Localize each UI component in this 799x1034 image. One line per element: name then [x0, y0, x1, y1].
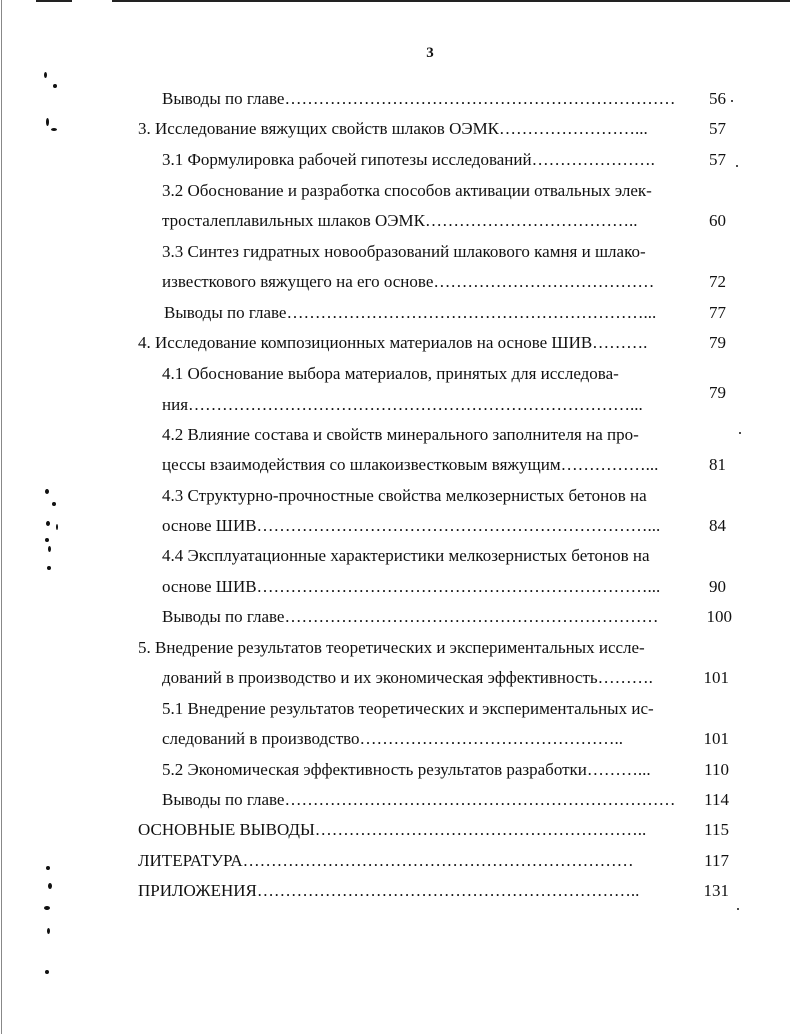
scan-speck	[46, 521, 50, 526]
toc-entry-text: Выводы по главе……………………………………………………………	[162, 89, 676, 108]
toc-page-number: 115	[704, 820, 729, 839]
scan-speck	[53, 84, 57, 88]
toc-entry-text: цессы взаимодействия со шлакоизвестковым вяжущим……………...	[162, 455, 659, 474]
toc-entry-text: ПРИЛОЖЕНИЯ…………………………………………………………..	[138, 881, 640, 900]
toc-entry-text: 4. Исследование композиционных материалов на основе ШИВ……….	[138, 333, 648, 352]
toc-entry-text: 4.2 Влияние состава и свойств минерального заполнителя на про-	[162, 425, 639, 444]
scan-speck	[739, 432, 741, 434]
toc-entry-text: Выводы по главе………………………………………………………...	[164, 303, 657, 322]
toc-entry-text: Выводы по главе…………………………………………………………	[162, 607, 659, 626]
scan-speck	[51, 128, 57, 131]
scan-speck	[45, 970, 49, 974]
page-number: 3	[426, 45, 434, 61]
toc-page-number: 110	[704, 760, 729, 779]
toc-entry-text: известкового вяжущего на его основе…………………………………	[162, 272, 655, 291]
top-rule	[36, 0, 72, 2]
toc-page-number: 101	[703, 668, 729, 687]
toc-page-number: 79	[709, 333, 726, 352]
toc-page-number: 114	[704, 790, 729, 809]
scan-speck	[47, 928, 50, 934]
scan-speck	[47, 566, 51, 570]
toc-entry-text: дований в производство и их экономическая эффективность……….	[162, 668, 653, 687]
toc-page-number: 79	[709, 383, 726, 402]
toc-page-number: 100	[706, 607, 732, 626]
toc-page-number: 81	[709, 455, 726, 474]
scan-speck	[52, 502, 56, 506]
toc-page-number: 101	[703, 729, 729, 748]
scan-speck	[45, 538, 49, 542]
scan-speck	[737, 908, 739, 910]
toc-entry-text: 3. Исследование вяжущих свойств шлаков ОЭМК……………………...	[138, 119, 648, 138]
toc-page-number: 90	[709, 577, 726, 596]
scan-speck	[731, 100, 733, 102]
toc-page-number: 57	[709, 119, 726, 138]
toc-page-number: 72	[709, 272, 726, 291]
toc-entry-text: 5.2 Экономическая эффективность результатов разработки………...	[162, 760, 651, 779]
scan-speck	[48, 546, 51, 552]
toc-page-number: 56	[709, 89, 726, 108]
scan-speck	[48, 883, 52, 889]
scan-speck	[56, 524, 58, 530]
scan-speck	[736, 165, 738, 167]
scan-speck	[46, 866, 50, 870]
scan-speck	[45, 489, 49, 494]
toc-entry-text: следований в производство………………………………………..	[162, 729, 624, 748]
scan-speck	[44, 906, 50, 910]
toc-entry-text: 5.1 Внедрение результатов теоретических и экспериментальных ис-	[162, 699, 654, 718]
toc-entry-text: Выводы по главе……………………………………………………………	[162, 790, 676, 809]
toc-entry-text: ЛИТЕРАТУРА……………………………………………………………	[138, 851, 634, 870]
toc-page-number: 117	[704, 851, 729, 870]
page-edge	[1, 0, 2, 1034]
toc-entry-text: 3.3 Синтез гидратных новообразований шлакового камня и шлако-	[162, 242, 646, 261]
toc-page-number: 60	[709, 211, 726, 230]
toc-entry-text: ния……………………………………………………………………...	[162, 395, 643, 414]
toc-entry-text: 4.1 Обоснование выбора материалов, принятых для исследова-	[162, 364, 619, 383]
toc-page-number: 77	[709, 303, 726, 322]
toc-entry-text: 4.4 Эксплуатационные характеристики мелкозернистых бетонов на	[162, 546, 650, 565]
toc-page-number: 84	[709, 516, 726, 535]
scan-speck	[44, 72, 47, 78]
top-rule	[112, 0, 790, 2]
toc-entry-text: 3.1 Формулировка рабочей гипотезы исследований………………….	[162, 150, 655, 169]
toc-page-number: 131	[703, 881, 729, 900]
toc-entry-text: 5. Внедрение результатов теоретических и экспериментальных иссле-	[138, 638, 645, 657]
toc-page-number: 57	[709, 150, 726, 169]
toc-entry-text: 3.2 Обоснование и разработка способов активации отвальных элек-	[162, 181, 652, 200]
toc-entry-text: основе ШИВ……………………………………………………………...	[162, 577, 661, 596]
toc-entry-text: основе ШИВ……………………………………………………………...	[162, 516, 661, 535]
toc-entry-text: 4.3 Структурно-прочностные свойства мелкозернистых бетонов на	[162, 486, 647, 505]
toc-entry-text: тросталеплавильных шлаков ОЭМК………………………………..	[162, 211, 638, 230]
scan-speck	[46, 118, 49, 126]
toc-entry-text: ОСНОВНЫЕ ВЫВОДЫ…………………………………………………..	[138, 820, 647, 839]
